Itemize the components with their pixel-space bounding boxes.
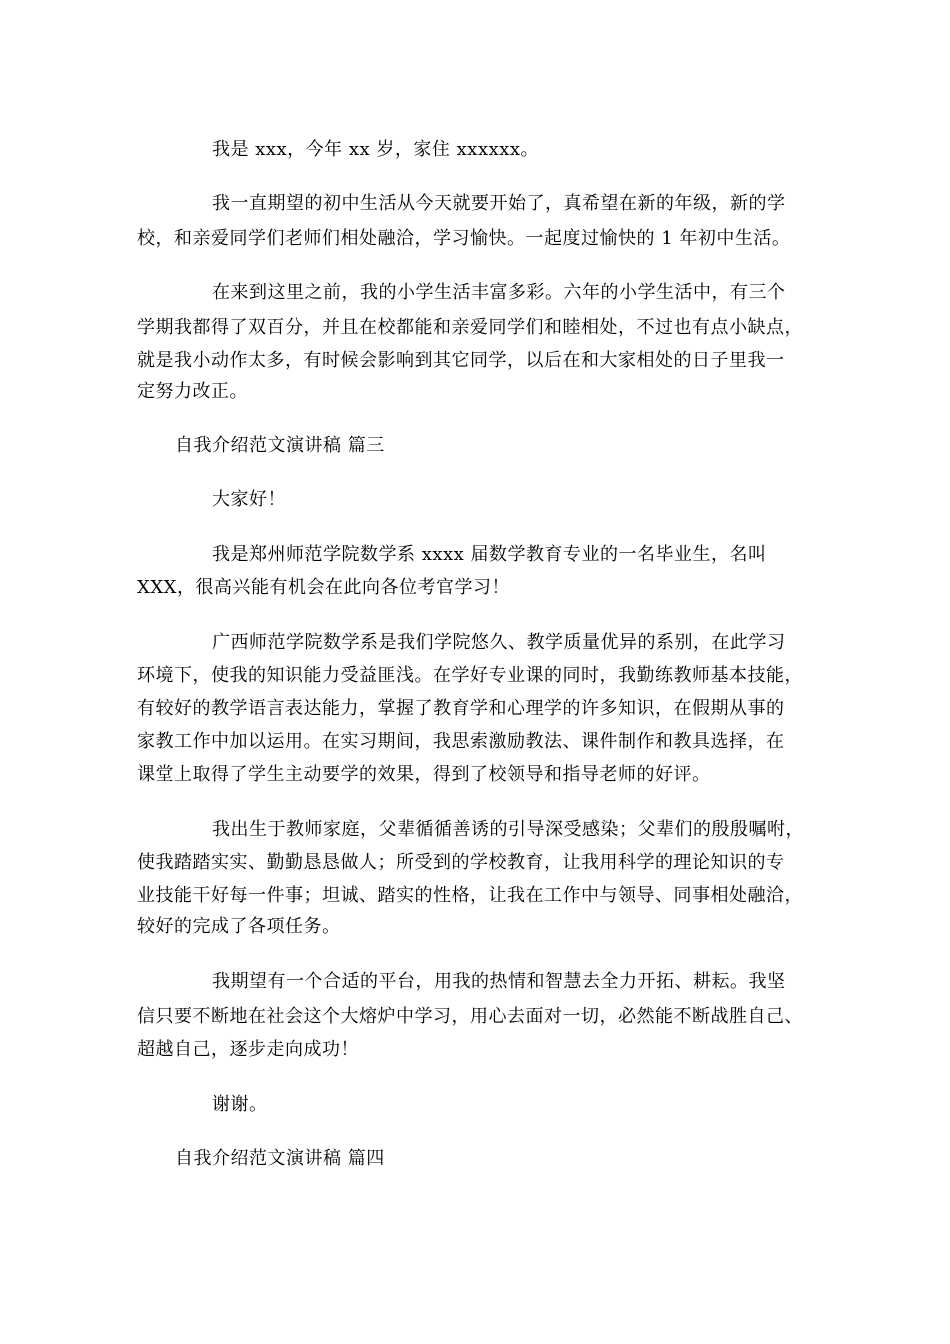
- paragraph-line: 我出生于教师家庭，父辈循循善诱的引导深受感染；父辈们的殷殷嘱咐，: [212, 819, 804, 840]
- paragraph-line: 课堂上取得了学生主动要学的效果，得到了校领导和指导老师的好评。: [137, 764, 711, 785]
- paragraph-line: 在来到这里之前，我的小学生活丰富多彩。六年的小学生活中，有三个: [212, 282, 786, 303]
- paragraph-line: 较好的完成了各项任务。: [137, 916, 341, 937]
- paragraph-line: 我一直期望的初中生活从今天就要开始了，真希望在新的年级，新的学: [212, 193, 786, 214]
- paragraph-line: 就是我小动作太多，有时候会影响到其它同学，以后在和大家相处的日子里我一: [137, 350, 785, 371]
- paragraph-line: 我期望有一个合适的平台，用我的热情和智慧去全力开拓、耕耘。我坚: [212, 971, 786, 992]
- paragraph-line: 我是 xxx，今年 xx 岁，家住 xxxxxx。: [212, 139, 540, 160]
- paragraph-line: 环境下，使我的知识能力受益匪浅。在学好专业课的同时，我勤练教师基本技能，: [137, 665, 803, 686]
- paragraph-line: 广西师范学院数学系是我们学院悠久、教学质量优异的系别，在此学习: [212, 632, 786, 653]
- paragraph-line: 使我踏踏实实、勤勤恳恳做人；所受到的学校教育，让我用科学的理论知识的专: [137, 852, 785, 873]
- paragraph-line: 谢谢。: [212, 1094, 268, 1115]
- paragraph-line: XXX，很高兴能有机会在此向各位考官学习！: [137, 577, 510, 598]
- paragraph-line: 大家好！: [212, 489, 286, 510]
- paragraph-line: 超越自己，逐步走向成功！: [137, 1039, 359, 1060]
- paragraph-line: 定努力改正。: [137, 381, 248, 402]
- paragraph-line: 家教工作中加以运用。在实习期间，我思索激励教法、课件制作和教具选择，在: [137, 731, 785, 752]
- section-heading: 自我介绍范文演讲稿 篇三: [175, 435, 385, 456]
- paragraph-line: 业技能干好每一件事；坦诚、踏实的性格，让我在工作中与领导、同事相处融洽，: [137, 885, 803, 906]
- paragraph-line: 有较好的教学语言表达能力，掌握了教育学和心理学的许多知识，在假期从事的: [137, 698, 785, 719]
- paragraph-line: 我是郑州师范学院数学系 xxxx 届数学教育专业的一名毕业生，名叫: [212, 544, 767, 565]
- paragraph-line: 信只要不断地在社会这个大熔炉中学习，用心去面对一切，必然能不断战胜自己、: [137, 1006, 803, 1027]
- section-heading: 自我介绍范文演讲稿 篇四: [175, 1148, 385, 1169]
- paragraph-line: 校，和亲爱同学们老师们相处融洽，学习愉快。一起度过愉快的 1 年初中生活。: [137, 228, 791, 249]
- paragraph-line: 学期我都得了双百分，并且在校都能和亲爱同学们和睦相处，不过也有点小缺点，: [137, 317, 803, 338]
